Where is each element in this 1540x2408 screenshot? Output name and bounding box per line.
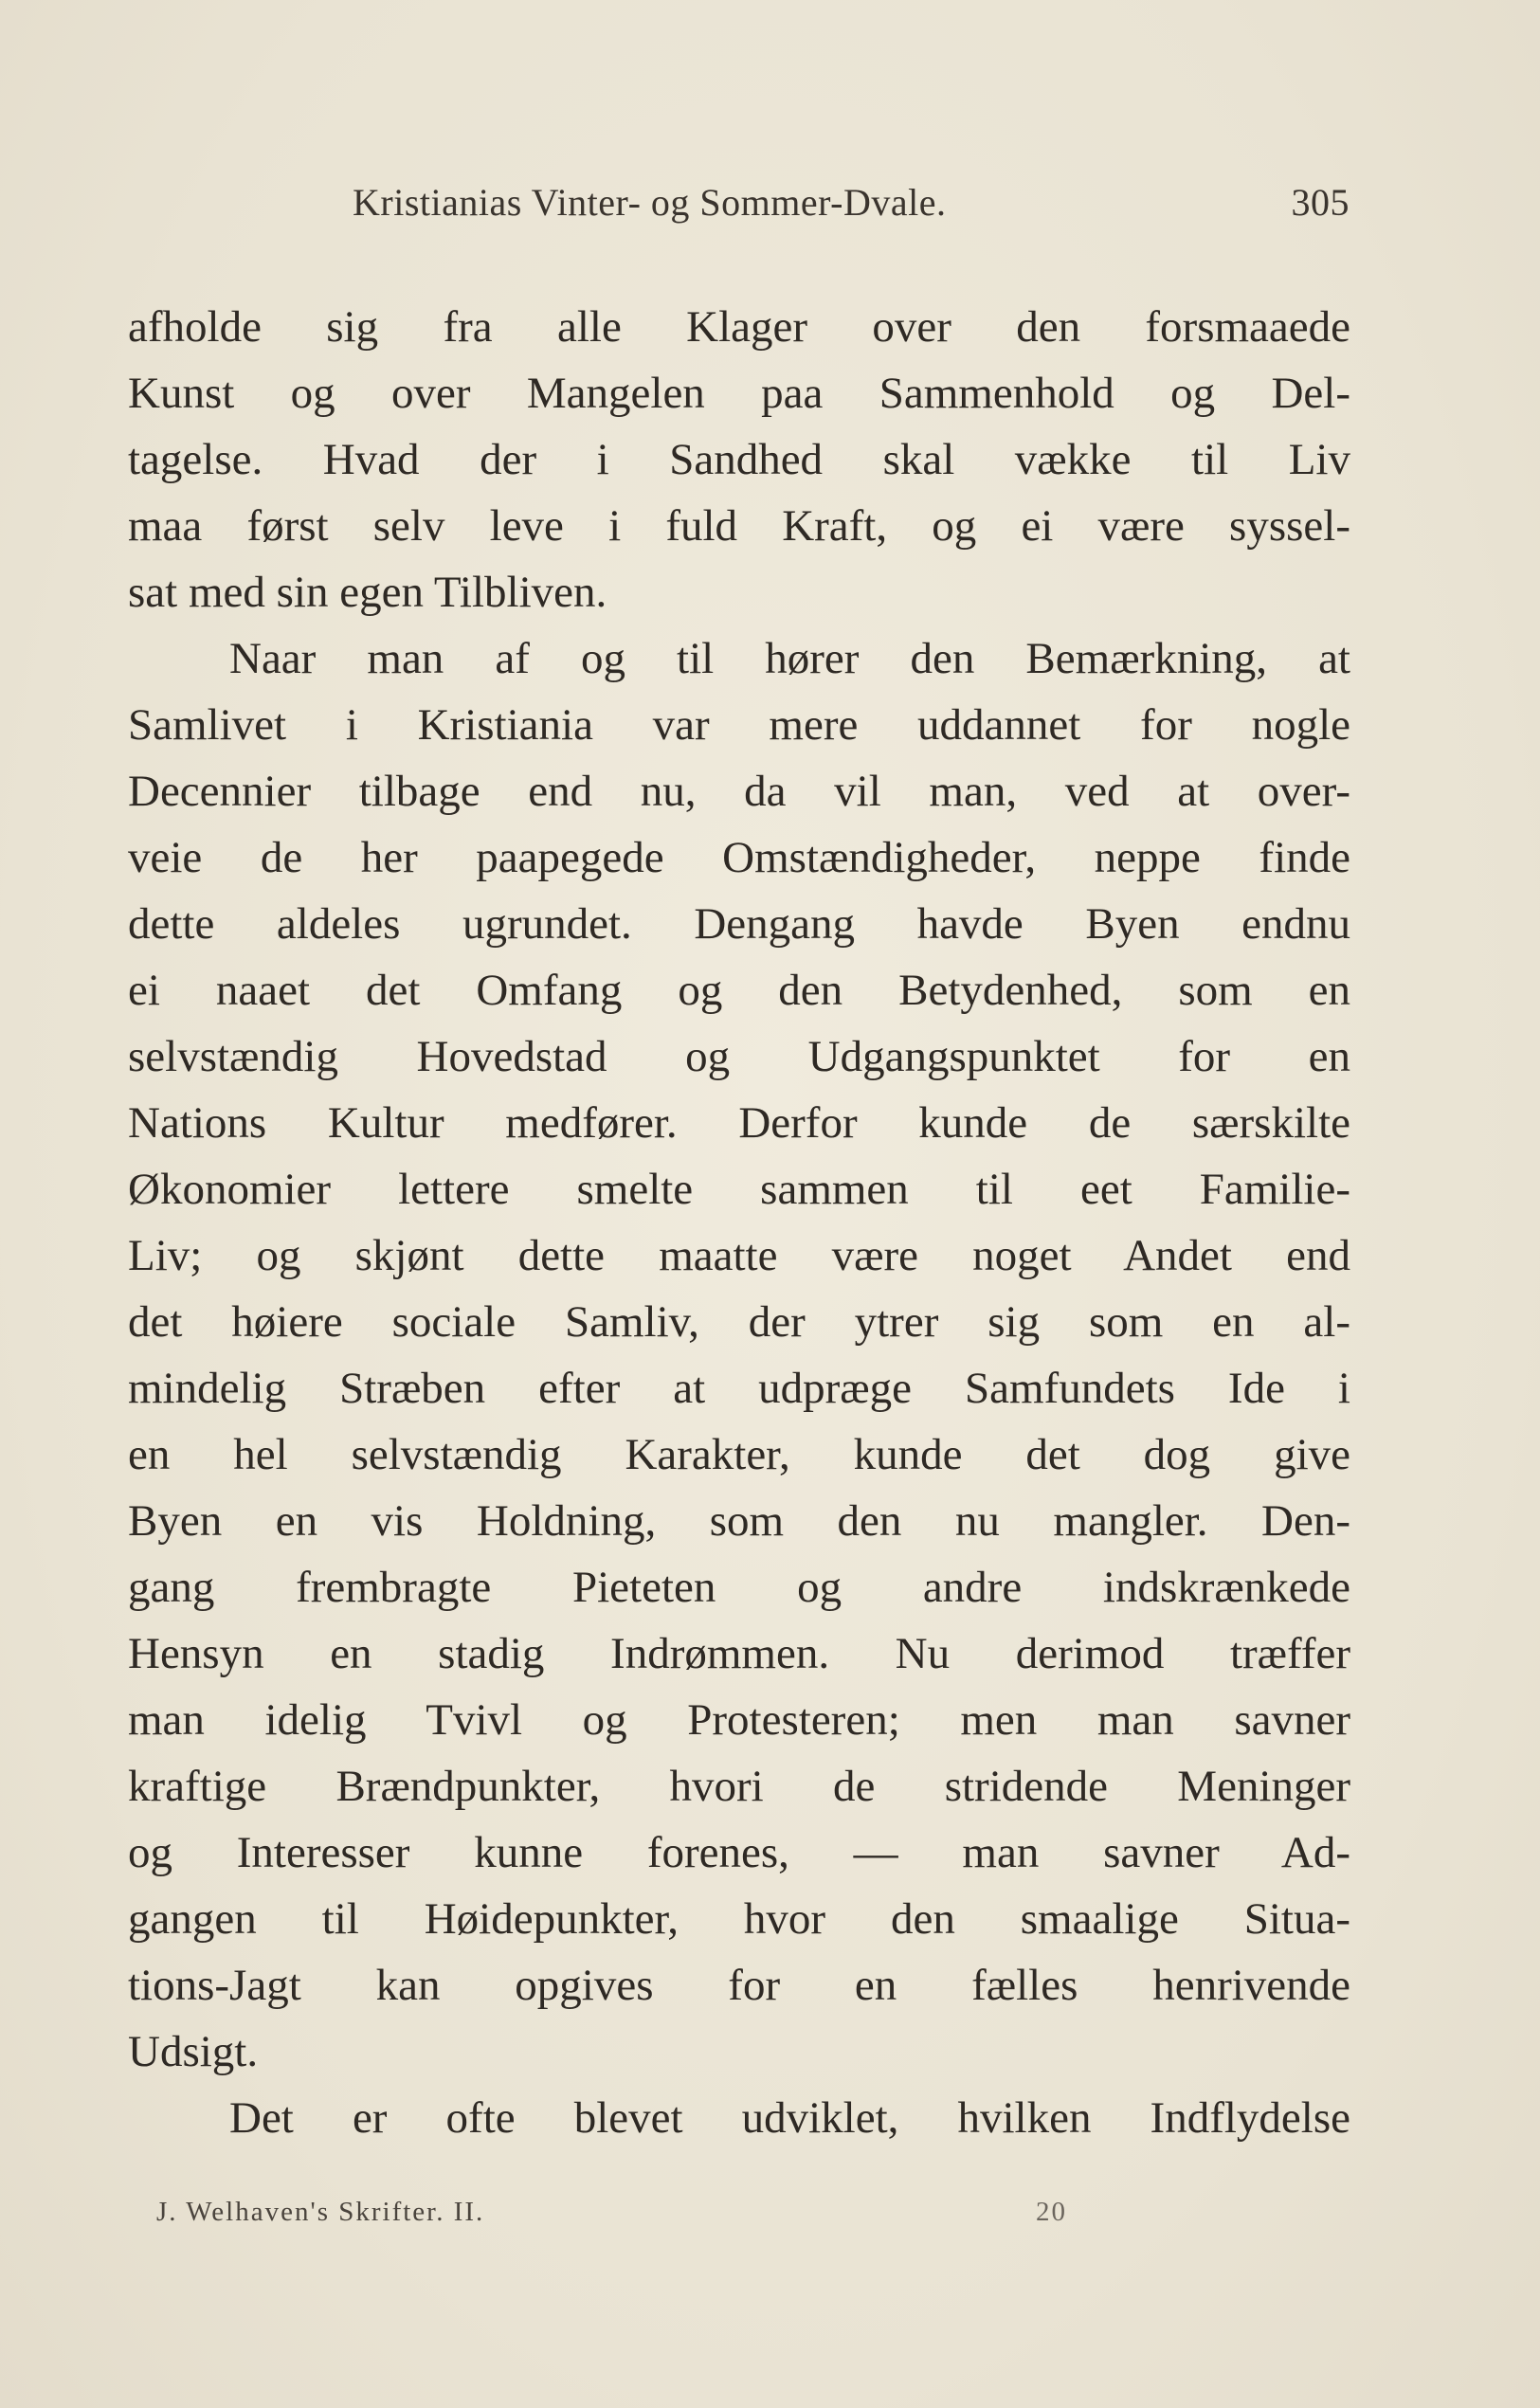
- text-line: Det er ofte blevet udviklet, hvilken Indflydelse: [229, 2093, 1350, 2143]
- text-line: det høiere sociale Samliv, der ytrer sig som en al-: [128, 1297, 1350, 1347]
- text-line: tions-Jagt kan opgives for en fælles henrivende: [128, 1961, 1350, 2010]
- text-line: mindelig Stræben efter at udpræge Samfundets Ide i: [128, 1364, 1350, 1413]
- text-line: man idelig Tvivl og Protesteren; men man savner: [128, 1695, 1350, 1745]
- body-text: [128, 294, 1350, 2151]
- page-number: 305: [1291, 181, 1350, 224]
- text-line: Liv; og skjønt dette maatte være noget Andet end: [128, 1231, 1350, 1280]
- text-line: afholde sig fra alle Klager over den forsmaaede: [128, 302, 1350, 352]
- text-line: selvstændig Hovedstad og Udgangspunktet for en: [128, 1032, 1350, 1081]
- text-line: Kunst og over Mangelen paa Sammenhold og Del-: [128, 369, 1350, 418]
- text-line: veie de her paapegede Omstændigheder, neppe finde: [128, 833, 1350, 882]
- text-line: og Interesser kunne forenes, — man savner Ad-: [128, 1828, 1350, 1877]
- text-line: ei naaet det Omfang og den Betydenhed, som en: [128, 966, 1350, 1015]
- text-line: Byen en vis Holdning, som den nu mangler. Den-: [128, 1496, 1350, 1546]
- signature-mark: J. Welhaven's Skrifter. II.: [156, 2197, 485, 2227]
- text-line: Nations Kultur medfører. Derfor kunde de særskilte: [128, 1098, 1350, 1148]
- text-line: Samlivet i Kristiania var mere uddannet for nogle: [128, 700, 1350, 750]
- text-line: maa først selv leve i fuld Kraft, og ei være syssel-: [128, 501, 1350, 551]
- text-line: Decennier tilbage end nu, da vil man, ved at over-: [128, 767, 1350, 816]
- text-line: dette aldeles ugrundet. Dengang havde Byen endnu: [128, 899, 1350, 949]
- footer: [156, 2197, 1104, 2235]
- running-head: [353, 180, 1350, 227]
- text-line: kraftige Brændpunkter, hvori de stridende Meninger: [128, 1762, 1350, 1811]
- text-line: Udsigt.: [128, 2027, 259, 2076]
- text-line: gang frembragte Pieteten og andre indskrænkede: [128, 1563, 1350, 1612]
- text-line: Naar man af og til hører den Bemærkning, at: [229, 634, 1350, 683]
- text-line: Økonomier lettere smelte sammen til eet Familie-: [128, 1165, 1350, 1214]
- running-title: Kristianias Vinter- og Sommer-Dvale.: [353, 181, 947, 224]
- sheet-number: 20: [1036, 2197, 1067, 2227]
- text-line: Hensyn en stadig Indrømmen. Nu derimod træffer: [128, 1629, 1350, 1678]
- text-line: gangen til Høidepunkter, hvor den smaalige Situa-: [128, 1894, 1350, 1944]
- text-line: sat med sin egen Tilbliven.: [128, 568, 607, 617]
- text-line: tagelse. Hvad der i Sandhed skal vække til Liv: [128, 435, 1350, 484]
- text-line: en hel selvstændig Karakter, kunde det dog give: [128, 1430, 1350, 1479]
